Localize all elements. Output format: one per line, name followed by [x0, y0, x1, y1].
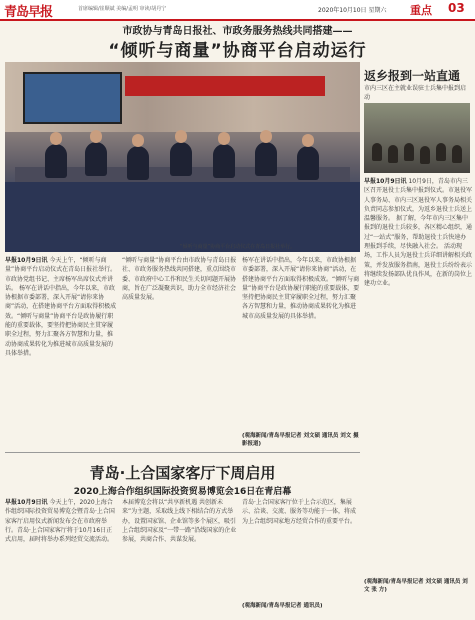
lead-paragraph: 今天上午，“倾听与商量”协商平台启动仪式在青岛日报社举行。市政协党组书记、主席杨军出席仪式并讲话。: [5, 257, 117, 292]
second-credit: (观海新闻/青岛早报记者 通讯员): [242, 603, 323, 609]
second-headline: 青岛·上合国家客厅下周启用: [89, 464, 276, 482]
second-body-col3: [242, 498, 360, 598]
lead-paragraph: “倾听与商量”协商平台由市政协与青岛日报社、市政务服务热线共同搭建，重点围绕市委、市政府中心工作和民生关切问题开展协商，旨在广泛凝聚共识，助力全市经济社会高质量发展。: [122, 257, 237, 302]
event-banner-image: [125, 76, 325, 96]
sidebar-paragraph: 10月9日，青岛市内三区召开退役士兵集中报到仪式。市退役军人事务局、市内三区退役军人事务局相关负责同志参加仪式，为返乡退役士兵送上温馨服务。: [364, 178, 472, 223]
lead-body-col2: [122, 256, 237, 446]
lead-photo-caption: “倾听与商量”协商平台启动仪式在青岛日报社举行。: [180, 244, 296, 250]
masthead-logo: 青岛早报: [4, 5, 53, 20]
issue-date: 2020年10月10日 星期六: [318, 7, 387, 14]
sidebar-paragraph: 活动现场，工作人员为退役士兵详细讲解相关政策，并发放服务指南，退役士兵纷纷表示将继续发扬部队优良作风，在新的岗位上建功立业。: [364, 243, 472, 288]
second-body-col1: [5, 498, 117, 616]
lead-body-col3: [242, 256, 360, 428]
lead-dateline: 早报10月9日讯: [5, 257, 48, 264]
sidebar-subheadline: 市内三区在主就业误驻士兵集中报到启动: [364, 85, 467, 101]
second-subheadline: 2020上海合作组织国际投资贸易博览会16日在青启幕: [73, 487, 292, 497]
lead-credit: (观海新闻/青岛早报记者 刘文硕 通讯员 刘文 摄影报道): [242, 433, 359, 447]
page-number: 03: [448, 1, 465, 15]
editor-credits: 首席编辑/崔顺斌 美编/孟明 审读/胡丹宁: [78, 6, 167, 12]
lead-paragraph: 杨军在讲话中指出，今年以来，市政协根据市委部署，深入开展“请你来协商”活动，在搭建协商平台方面取得积极成效。“倾听与商量”协商平台是政协履行职能的重要载体，要坚持把协商民主贯穿履职全过程，努力汇聚各方智慧和力量，推动协商成果转化为推进城市高质量发展的具体举措。: [5, 284, 117, 357]
story-divider: [5, 452, 360, 453]
lead-kicker: 市政协与青岛日报社、市政务服务热线共同搭建——: [122, 26, 353, 37]
lead-headline: “倾听与商量”协商平台启动运行: [108, 41, 367, 61]
second-paragraph: 本届博览会将以“共享新机遇 共创新未来”为主题，采取线上线下相结合的方式举办，设置国家馆、企业馆等多个展区，吸引上合组织国家及“一带一路”沿线国家的企业参展，共商合作、共谋发展。: [122, 499, 237, 544]
page-header: [0, 0, 475, 21]
lead-photo: [5, 62, 360, 252]
second-paragraph: 今天上午，2020上海合作组织国际投资贸易博览会暨青岛·上合国家客厅启用仪式新闻发布会在市政府举行。青岛·上合国家客厅将于10月16日正式启用，届时将举办系列经贸交流活动。: [5, 499, 115, 544]
sidebar-credit: (观海新闻/青岛早报记者 刘文硕 通讯员 刘文 张 方): [364, 579, 468, 593]
sidebar-body: [364, 177, 472, 575]
sidebar-headline: 返乡报到一站直通: [364, 69, 461, 83]
section-name: 重点: [410, 4, 432, 17]
second-paragraph: 青岛·上合国家客厅位于上合示范区，集展示、洽谈、交流、服务等功能于一体，将成为上合组织国家地方经贸合作的重要平台。: [242, 499, 357, 525]
second-dateline: 早报10月9日讯: [5, 499, 48, 506]
sidebar-photo: [364, 103, 470, 173]
sidebar-paragraph: 据了解，今年市内三区集中报到的退役士兵较多，各区精心组织，通过“一站式”服务，帮助退役士兵快速办理报到手续，尽快融入社会。: [364, 215, 472, 251]
second-body-col2: [122, 498, 237, 616]
lead-body-col1: [5, 256, 117, 446]
sidebar-dateline: 早报10月9日讯: [364, 178, 407, 185]
display-screen-image: [23, 72, 122, 124]
lead-paragraph: 杨军在讲话中指出，今年以来，市政协根据市委部署，深入开展“请你来协商”活动，在搭建协商平台方面取得积极成效。“倾听与商量”协商平台是政协履行职能的重要载体，要坚持把协商民主贯穿履职全过程，努力汇聚各方智慧和力量，推动协商成果转化为推进城市高质量发展的具体举措。: [242, 257, 360, 320]
